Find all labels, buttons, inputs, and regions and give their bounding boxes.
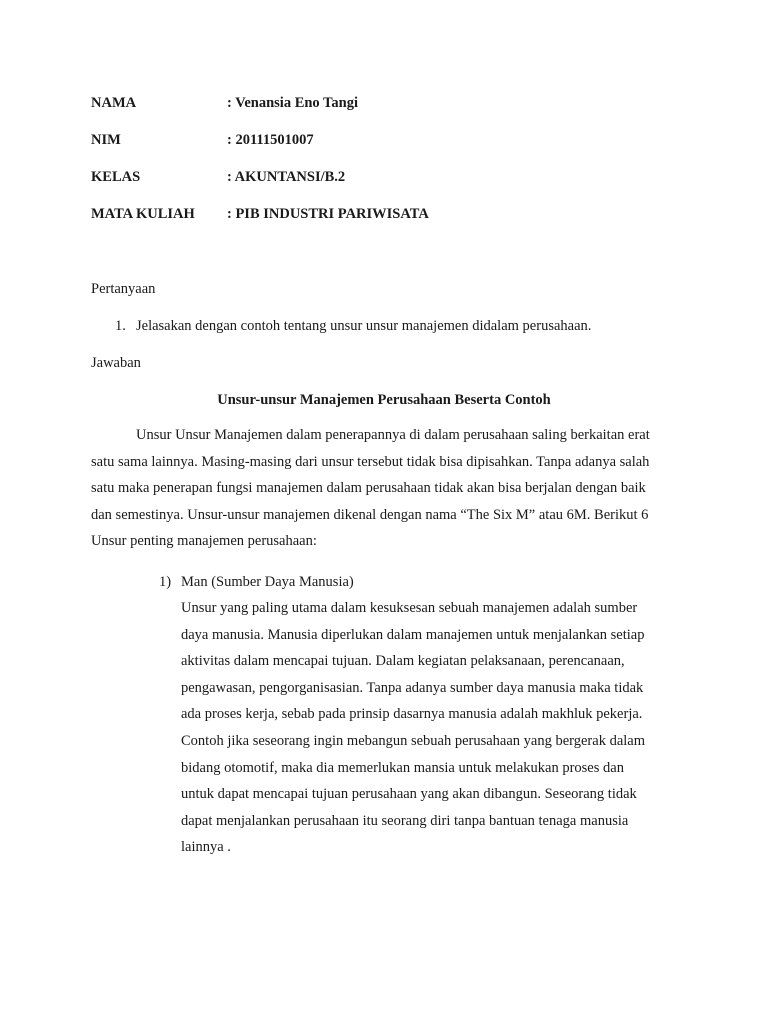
question-text: Jelasakan dengan contoh tentang unsur unsur manajemen didalam perusahaan. <box>136 318 592 334</box>
info-value-nim: : 20111501007 <box>227 132 314 148</box>
info-value-kelas: : AKUNTANSI/B.2 <box>227 169 346 185</box>
question-number: 1. <box>115 318 126 334</box>
intro-line: satu maka penerapan fungsi manajemen dalam perusahaan tidak akan bisa berjalan dengan baik <box>91 480 646 496</box>
info-label-nama: NAMA <box>91 95 137 111</box>
list-item-number: 1) <box>159 574 172 590</box>
list-item-line: Contoh jika seseorang ingin mebangun sebuah perusahaan yang bergerak dalam <box>181 732 645 749</box>
info-label-mata-kuliah: MATA KULIAH <box>91 206 195 222</box>
list-item-line: untuk dapat mencapai tujuan perusahaan yang akan dibangun. Seseorang tidak <box>181 786 637 803</box>
answer-heading: Jawaban <box>91 355 141 371</box>
list-item-line: dapat menjalankan perusahaan itu seorang diri tanpa bantuan tenaga manusia <box>181 812 629 829</box>
list-item-title: Man (Sumber Daya Manusia) <box>181 574 354 590</box>
list-item-body <box>181 595 681 861</box>
info-label-kelas: KELAS <box>91 169 141 185</box>
intro-paragraph <box>91 422 681 555</box>
list-item-line: bidang otomotif, maka dia memerlukan mansia untuk melakukan proses dan <box>181 759 624 776</box>
list-item-line: pengawasan, pengorganisasian. Tanpa adanya sumber daya manusia maka tidak <box>181 679 644 696</box>
intro-line: Unsur penting manajemen perusahaan: <box>91 533 317 549</box>
list-item-line: daya manusia. Manusia diperlukan dalam manajemen untuk menjalankan setiap <box>181 626 645 643</box>
intro-line: Unsur Unsur Manajemen dalam penerapannya di dalam perusahaan saling berkaitan erat <box>136 427 650 443</box>
info-value-mata-kuliah: : PIB INDUSTRI PARIWISATA <box>227 206 429 222</box>
info-value-nama: : Venansia Eno Tangi <box>227 95 358 111</box>
answer-title: Unsur-unsur Manajemen Perusahaan Beserta Contoh <box>217 392 551 408</box>
list-item-line: Unsur yang paling utama dalam kesuksesan sebuah manajemen adalah sumber <box>181 600 638 616</box>
intro-line: satu sama lainnya. Masing-masing dari unsur tersebut tidak bisa dipisahkan. Tanpa adanya salah <box>91 453 650 470</box>
list-item-line: ada proses kerja, sebab pada prinsip dasarnya manusia adalah makhluk pekerja. <box>181 706 643 723</box>
list-item-line: aktivitas dalam mencapai tujuan. Dalam kegiatan pelaksanaan, perencanaan, <box>181 653 625 670</box>
list-item-line: lainnya . <box>181 839 231 856</box>
question-heading: Pertanyaan <box>91 281 156 297</box>
intro-line: dan semestinya. Unsur-unsur manajemen dikenal dengan nama “The Six M” atau 6M. Berikut 6 <box>91 506 649 523</box>
info-label-nim: NIM <box>91 132 121 148</box>
